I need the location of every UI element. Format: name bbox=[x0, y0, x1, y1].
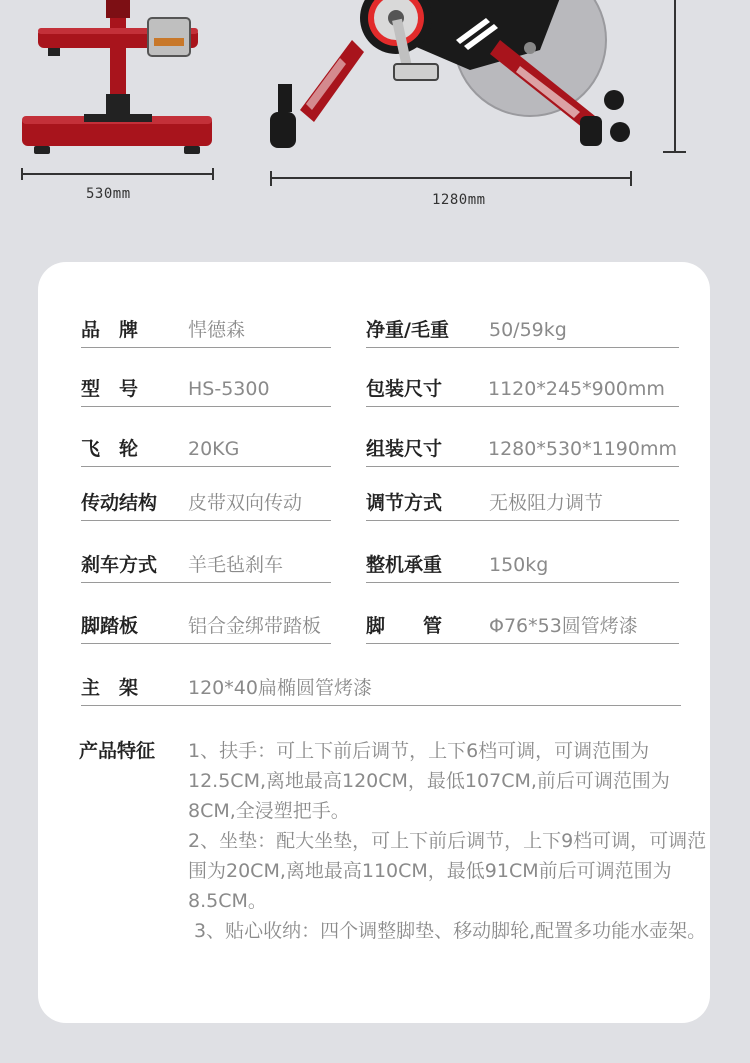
width-dimension-line bbox=[22, 168, 213, 180]
width-label: 530mm bbox=[86, 186, 131, 202]
spec-label: 型 号 bbox=[81, 378, 139, 400]
spec-label: 刹车方式 bbox=[81, 554, 158, 576]
spec-value: 1280*530*1190mm bbox=[488, 438, 677, 460]
spec-label: 脚 管 bbox=[366, 615, 443, 637]
product-illustration bbox=[0, 0, 750, 262]
spec-value: HS-5300 bbox=[188, 378, 270, 400]
spec-cell-brake bbox=[81, 552, 331, 583]
spec-label: 品 牌 bbox=[81, 319, 139, 341]
spec-value: 120*40扁椭圆管烤漆 bbox=[188, 677, 372, 699]
spec-cell-weight bbox=[366, 317, 679, 348]
spec-value: 铝合金绑带踏板 bbox=[188, 615, 322, 637]
spec-cell-model bbox=[81, 376, 331, 407]
bike-side-view bbox=[270, 0, 630, 148]
spec-cell-pedal bbox=[81, 613, 331, 644]
feature-line: 1、扶手：可上下前后调节，上下6档可调，可调范围为12.5CM,离地最高120CM，最低107CM,前后可调范围为8CM,全浸塑把手。 bbox=[188, 740, 670, 822]
spec-cell-drive bbox=[81, 490, 331, 521]
features-text bbox=[188, 736, 708, 946]
spec-value: 150kg bbox=[489, 554, 549, 576]
spec-label: 组装尺寸 bbox=[366, 438, 443, 460]
spec-cell-flywheel bbox=[81, 436, 331, 467]
spec-cell-foot-tube bbox=[366, 613, 679, 644]
feature-line: 2、坐垫：配大坐垫，可上下前后调节，上下9档可调，可调范围为20CM,离地最高110CM，最低91CM前后可调范围为8.5CM。 bbox=[188, 830, 707, 912]
spec-value: 悍德森 bbox=[188, 319, 246, 341]
features-label: 产品特征 bbox=[79, 740, 156, 762]
spec-cell-adjust bbox=[366, 490, 679, 521]
spec-value: 皮带双向传动 bbox=[188, 492, 303, 514]
spec-label: 调节方式 bbox=[366, 492, 443, 514]
spec-value: 50/59kg bbox=[489, 319, 567, 341]
spec-card bbox=[38, 262, 710, 1023]
spec-cell-main-frame bbox=[81, 675, 681, 706]
spec-label: 整机承重 bbox=[366, 554, 443, 576]
spec-value: 无极阻力调节 bbox=[489, 492, 604, 514]
height-dimension-line bbox=[663, 0, 686, 152]
spec-label: 飞 轮 bbox=[81, 438, 139, 460]
spec-cell-package-size bbox=[366, 376, 679, 407]
spec-cell-load bbox=[366, 552, 679, 583]
spec-label: 传动结构 bbox=[81, 492, 158, 514]
spec-label: 脚踏板 bbox=[81, 615, 139, 637]
length-label: 1280mm bbox=[432, 192, 486, 208]
spec-value: 羊毛毡刹车 bbox=[188, 554, 284, 576]
spec-cell-assembled-size bbox=[366, 436, 679, 467]
spec-cell-brand bbox=[81, 317, 331, 348]
spec-label: 包装尺寸 bbox=[366, 378, 443, 400]
length-dimension-line bbox=[271, 171, 631, 186]
spec-value: Φ76*53圆管烤漆 bbox=[489, 615, 638, 637]
bike-drawing bbox=[0, 0, 750, 262]
spec-label: 净重/毛重 bbox=[366, 319, 449, 341]
spec-value: 20KG bbox=[188, 438, 240, 460]
spec-label: 主 架 bbox=[81, 677, 139, 699]
bike-front-view bbox=[22, 0, 212, 154]
spec-value: 1120*245*900mm bbox=[488, 378, 665, 400]
feature-line: 3、贴心收纳：四个调整脚垫、移动脚轮,配置多功能水壶架。 bbox=[188, 920, 707, 942]
